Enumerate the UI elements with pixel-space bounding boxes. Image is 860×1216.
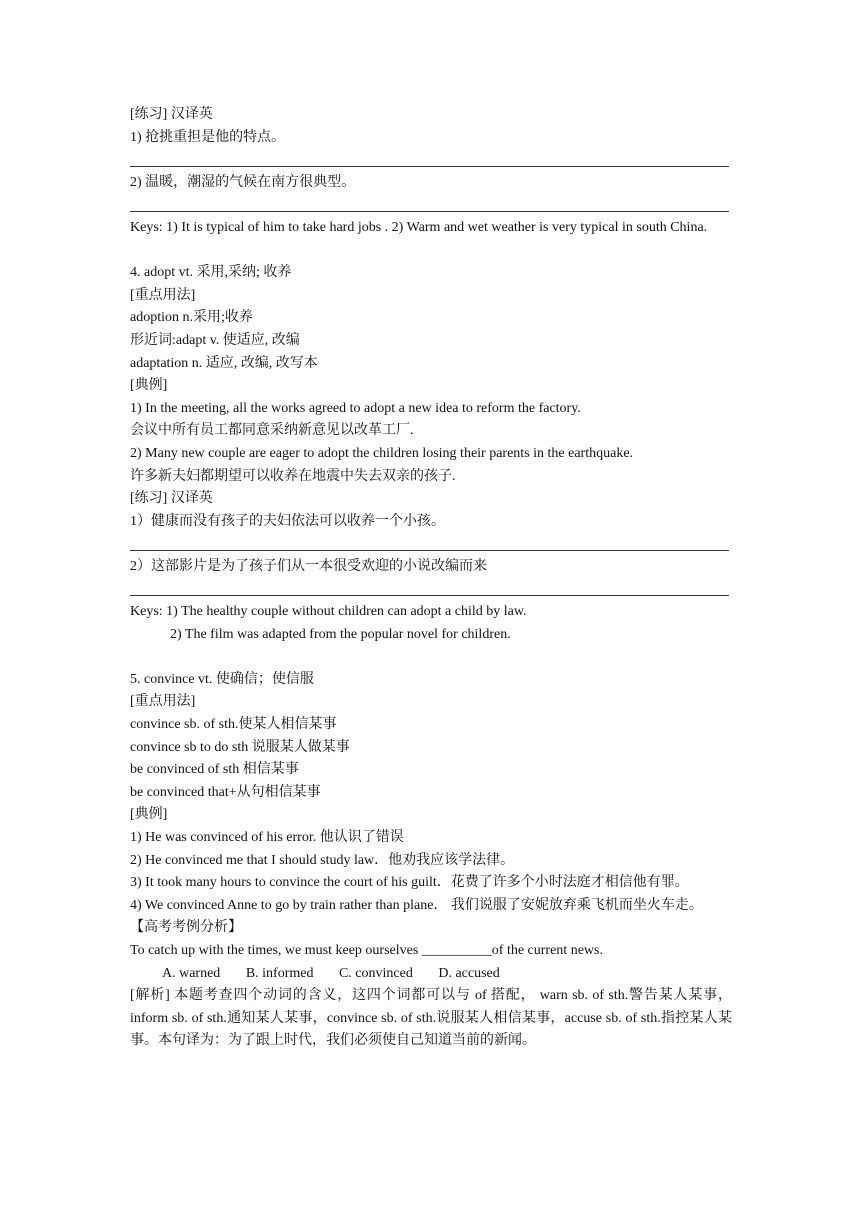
answer-options [130, 963, 732, 986]
answer-line [130, 194, 732, 217]
usage-item: adoption n.采用;收养 [130, 310, 253, 326]
document-body [130, 104, 732, 1053]
example-sentence: 1) In the meeting, all the works agreed to adopt a new idea to reform the factory. [130, 400, 581, 416]
examples-title: [典例] [130, 378, 168, 394]
answer-keys: 2) The film was adapted from the popular novel for children. [170, 626, 511, 642]
exercise-title: [练习] 汉译英 [130, 491, 213, 507]
exam-title: 【高考考例分析】 [130, 920, 242, 936]
usage-title: [重点用法] [130, 287, 196, 303]
answer-keys: Keys: 1) It is typical of him to take hard jobs . 2) Warm and wet weather is very typical in south China. [130, 219, 708, 235]
answer-line [130, 149, 732, 172]
option-d: D. accused [438, 965, 500, 981]
answer-keys: Keys: 1) The healthy couple without children can adopt a child by law. [130, 604, 527, 620]
option-a: A. warned [162, 965, 221, 981]
exercise-question: 1) 抢挑重担是他的特点。 [130, 129, 286, 145]
example-sentence: 1) He was convinced of his error. 他认识了错误 [130, 830, 404, 845]
exercise-question: 2) 温暖，潮湿的气候在南方很典型。 [130, 174, 356, 190]
exercise-question: 2）这部影片是为了孩子们从一本很受欢迎的小说改编而来 [130, 558, 487, 574]
exercise-question: 1）健康而没有孩子的夫妇依法可以收养一个小孩。 [130, 513, 445, 529]
example-sentence: 2) He convinced me that I should study law．他劝我应该学法律。 [130, 852, 515, 868]
example-sentence: 3) It took many hours to convince the court of his guilt．花费了许多个小时法庭才相信他有罪。 [130, 875, 689, 891]
word-heading-convince: 5. convince vt. 使确信；使信服 [130, 671, 314, 687]
usage-title: [重点用法] [130, 694, 196, 710]
exercise-title: [练习] 汉译英 [130, 107, 213, 122]
answer-line [130, 578, 732, 601]
analysis-paragraph: [解析] 本题考查四个动词的含义，这四个词都可以与 of 搭配， warn sb. of sth.警告某人某事，inform sb. of sth.通知某人某事，convince sb. of sth.说服某人相信某事，accuse sb. of sth.指控某人某事。本句译为：为了跟上时代，我们必须使自己知道当前的新闻。 [130, 988, 732, 1049]
example-sentence: 4) We convinced Anne to go by train rather than plane． 我们说服了安妮放弃乘飞机而坐火车走。 [130, 897, 703, 913]
option-c: C. convinced [338, 965, 413, 981]
usage-item: 形近词:adapt v. 使适应, 改编 [130, 332, 300, 348]
usage-item: convince sb. of sth.使某人相信某事 [130, 717, 337, 733]
answer-line [130, 533, 732, 556]
examples-title: [典例] [130, 807, 168, 823]
usage-item: adaptation n. 适应, 改编, 改写本 [130, 355, 318, 371]
usage-item: be convinced of sth 相信某事 [130, 762, 299, 778]
example-translation: 许多新夫妇都期望可以收养在地震中失去双亲的孩子. [130, 468, 456, 484]
exam-question: To catch up with the times, we must keep ourselves __________of the current news. [130, 942, 603, 958]
example-translation: 会议中所有员工都同意采纳新意见以改革工厂. [130, 423, 414, 439]
example-sentence: 2) Many new couple are eager to adopt the children losing their parents in the earthquake. [130, 445, 634, 461]
usage-item: be convinced that+从句相信某事 [130, 784, 321, 800]
option-b: B. informed [245, 965, 314, 981]
word-heading-adopt: 4. adopt vt. 采用,采纳; 收养 [130, 265, 292, 281]
usage-item: convince sb to do sth 说服某人做某事 [130, 739, 350, 755]
